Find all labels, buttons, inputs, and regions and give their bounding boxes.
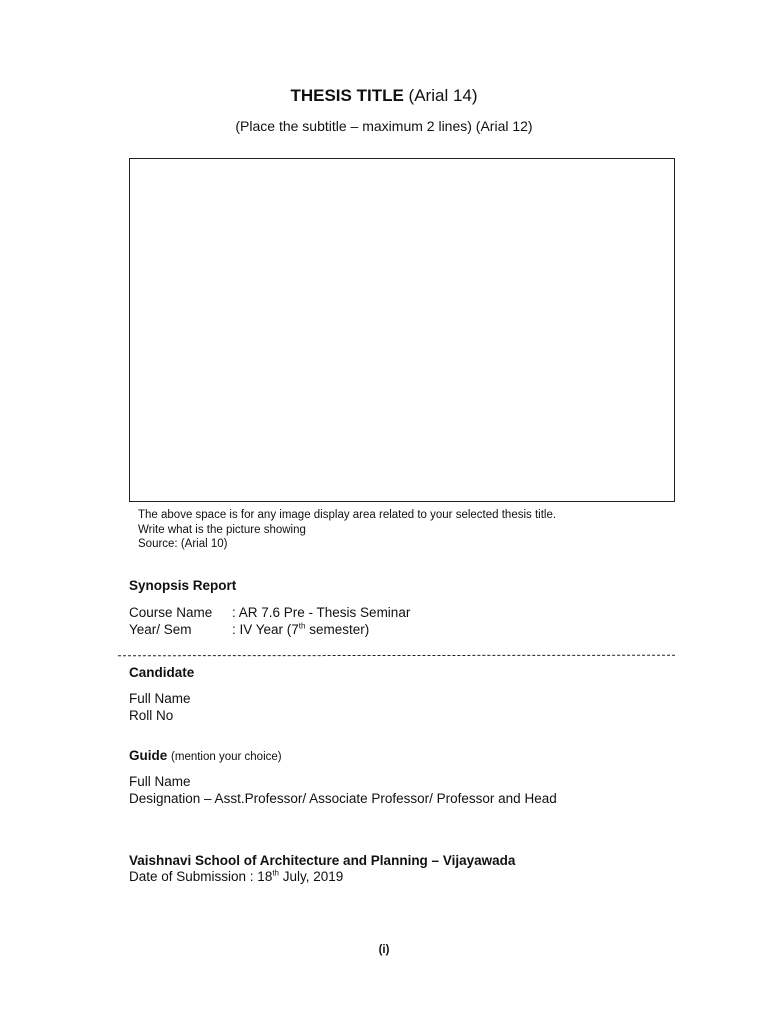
- course-value: : AR 7.6 Pre - Thesis Seminar: [232, 605, 411, 620]
- caption-line-1: The above space is for any image display area related to your selected thesis title.: [138, 509, 557, 521]
- submission-date: Date of Submission : 18th July, 2019: [129, 868, 344, 884]
- institution-name: Vaishnavi School of Architecture and Planning – Vijayawada: [129, 853, 516, 868]
- course-label: Course Name: [129, 605, 213, 620]
- guide-details: [129, 774, 557, 807]
- thesis-subtitle: (Place the subtitle – maximum 2 lines) (Arial 12): [235, 118, 533, 134]
- thesis-title: [0, 86, 768, 106]
- dashed-divider: [118, 655, 675, 656]
- thesis-title-note: (Arial 14): [408, 86, 478, 105]
- year-row: [129, 622, 410, 639]
- page-number: (i): [378, 944, 390, 956]
- guide-designation: Designation – Asst.Professor/ Associate Professor/ Professor and Head: [129, 790, 557, 806]
- synopsis-details: [129, 605, 410, 638]
- candidate-full-name: Full Name: [129, 691, 191, 706]
- candidate-details: [129, 691, 191, 724]
- candidate-heading: Candidate: [129, 665, 195, 680]
- course-row: [129, 605, 410, 622]
- guide-heading-note: (mention your choice): [171, 751, 282, 763]
- synopsis-heading: Synopsis Report: [129, 578, 237, 593]
- caption-line-3: Source: (Arial 10): [138, 538, 228, 550]
- thesis-title-main: THESIS TITLE: [290, 86, 404, 105]
- candidate-roll-no: Roll No: [129, 707, 174, 723]
- year-label: Year/ Sem: [129, 621, 192, 637]
- image-caption: [138, 508, 556, 552]
- caption-line-2: Write what is the picture showing: [138, 523, 306, 536]
- guide-full-name: Full Name: [129, 774, 191, 789]
- image-placeholder-box: [129, 158, 675, 502]
- guide-heading: [129, 748, 282, 763]
- guide-heading-label: Guide: [129, 748, 168, 763]
- year-value: : IV Year (7th semester): [232, 621, 370, 637]
